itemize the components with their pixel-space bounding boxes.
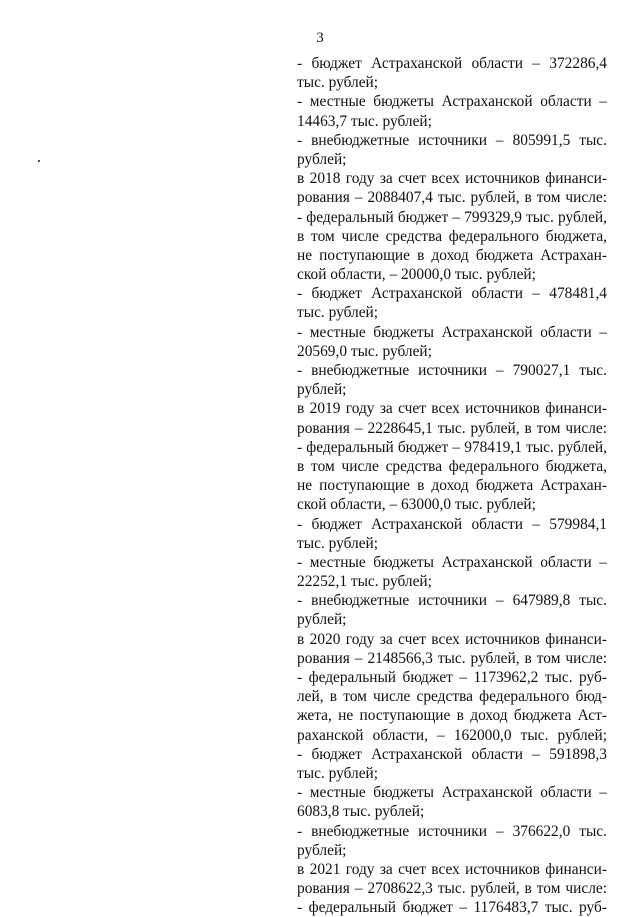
- text-line: в 2021 году за счет всех источников финанси-: [297, 860, 607, 878]
- text-line: тыс. рублей;: [297, 534, 379, 552]
- text-line: рования – 2148566,3 тыс. рублей, в том числе:: [297, 649, 607, 667]
- text-line: в 2019 году за счет всех источников финанси-: [297, 400, 607, 418]
- text-line: 20569,0 тыс. рублей;: [297, 342, 432, 360]
- text-line: рования – 2088407,4 тыс. рублей, в том числе:: [297, 189, 607, 207]
- text-line: 22252,1 тыс. рублей;: [297, 573, 432, 591]
- text-line: рования – 2228645,1 тыс. рублей, в том числе:: [297, 419, 607, 437]
- text-line: рублей;: [297, 381, 347, 399]
- text-line: не поступающие в доход бюджета Астрахан-: [297, 246, 607, 264]
- text-line: - бюджет Астраханской области – 478481,4: [297, 285, 607, 303]
- text-line: не поступающие в доход бюджета Астрахан-: [297, 477, 607, 495]
- text-line: рублей;: [297, 841, 347, 859]
- text-line: ской области, – 20000,0 тыс. рублей;: [297, 266, 536, 284]
- text-line: в 2018 году за счет всех источников финанси-: [297, 170, 607, 188]
- text-line: жета, не поступающие в доход бюджета Аст-: [297, 707, 607, 725]
- text-line: - внебюджетные источники – 647989,8 тыс.: [297, 592, 607, 610]
- text-line: ской области, – 63000,0 тыс. рублей;: [297, 496, 536, 514]
- text-line: рования – 2708622,3 тыс. рублей, в том числе:: [297, 880, 607, 898]
- text-line: в 2020 году за счет всех источников финанси-: [297, 630, 607, 648]
- text-line: тыс. рублей;: [297, 764, 379, 782]
- margin-mark: [38, 160, 40, 162]
- text-line: - бюджет Астраханской области – 591898,3: [297, 745, 607, 763]
- text-line: - бюджет Астраханской области – 579984,1: [297, 515, 607, 533]
- text-line: - местные бюджеты Астраханской области –: [297, 784, 607, 802]
- text-line: - бюджет Астраханской области – 372286,4: [297, 55, 607, 72]
- text-line: лей, в том числе средства федерального бюд-: [297, 688, 607, 706]
- text-line: - местные бюджеты Астраханской области –: [297, 553, 607, 571]
- text-line: тыс. рублей;: [297, 304, 379, 322]
- text-line: 14463,7 тыс. рублей;: [297, 112, 432, 130]
- text-line: в том числе средства федерального бюджета,: [297, 457, 607, 475]
- text-line: - внебюджетные источники – 790027,1 тыс.: [297, 362, 607, 379]
- document-text-column: [297, 54, 607, 917]
- text-line: в том числе средства федерального бюджета,: [297, 227, 607, 245]
- text-line: - федеральный бюджет – 799329,9 тыс. рублей,: [297, 208, 607, 226]
- text-line: раханской области, – 162000,0 тыс. рублей;: [297, 726, 607, 744]
- text-line: - федеральный бюджет – 978419,1 тыс. рублей,: [297, 438, 607, 456]
- text-line: - местные бюджеты Астраханской области –: [297, 93, 607, 111]
- text-line: - федеральный бюджет – 1173962,2 тыс. руб-: [297, 669, 607, 686]
- text-line: 6083,8 тыс. рублей;: [297, 803, 425, 821]
- page-number: 3: [316, 30, 324, 46]
- text-line: - внебюджетные источники – 376622,0 тыс.: [297, 822, 607, 840]
- text-line: - местные бюджеты Астраханской области –: [297, 323, 607, 341]
- text-line: - федеральный бюджет – 1176483,7 тыс. руб-: [297, 899, 607, 917]
- text-line: - внебюджетные источники – 805991,5 тыс.: [297, 131, 607, 149]
- text-line: рублей;: [297, 150, 347, 168]
- text-line: рублей;: [297, 611, 347, 629]
- text-line: тыс. рублей;: [297, 74, 379, 92]
